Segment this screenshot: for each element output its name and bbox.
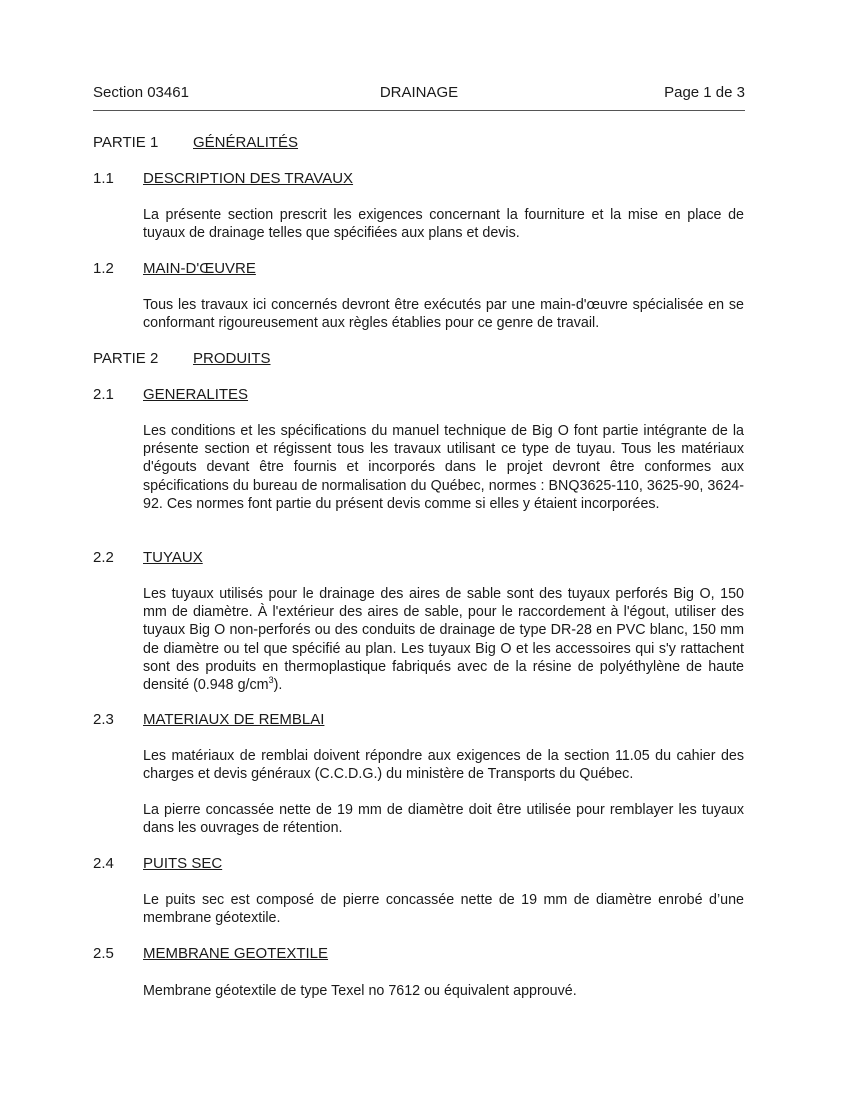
- article-2-2-title: TUYAUX: [143, 549, 203, 566]
- article-2-2-tail: ).: [273, 677, 283, 694]
- part-1-number: PARTIE 1: [93, 134, 159, 151]
- page-number: Page 1 de 3: [664, 84, 745, 101]
- article-1-1-title: DESCRIPTION DES TRAVAUX: [143, 170, 354, 187]
- article-2-4-title: PUITS SEC: [143, 855, 223, 872]
- article-1-2-text: Tous les travaux ici concernés devront être exécutés par une main-d'œuvre spécialisée en se conformant rigoureusement aux règles établies pour ce genre de travail.: [143, 297, 744, 332]
- part-2-number: PARTIE 2: [93, 350, 159, 367]
- article-1-2-number: 1.2: [93, 260, 114, 277]
- article-2-1-title: GENERALITES: [143, 386, 249, 403]
- article-2-4-number: 2.4: [93, 855, 114, 872]
- page-header: [93, 84, 745, 111]
- section-title: DRAINAGE: [379, 84, 459, 101]
- article-2-5-number: 2.5: [93, 945, 114, 962]
- article-2-3-title: MATERIAUX DE REMBLAI: [143, 711, 325, 728]
- article-2-1-number: 2.1: [93, 386, 114, 403]
- article-2-4-text: Le puits sec est composé de pierre concassée nette de 19 mm de diamètre enrobé d’une membrane géotextile.: [143, 892, 744, 927]
- article-1-1-number: 1.1: [93, 170, 114, 187]
- section-number: Section 03461: [93, 84, 189, 101]
- part-2-heading: [93, 350, 271, 367]
- cubic-superscript: 3: [268, 675, 274, 686]
- article-2-3-text-2: La pierre concassée nette de 19 mm de diamètre doit être utilisée pour remblayer les tuyaux dans les ouvrages de rétention.: [143, 802, 744, 837]
- article-2-2-number: 2.2: [93, 549, 114, 566]
- article-2-2-text: [143, 585, 744, 694]
- part-1-heading: [93, 134, 298, 151]
- article-2-5-text: Membrane géotextile de type Texel no 7612 ou équivalent approuvé.: [143, 983, 577, 999]
- part-1-title: GÉNÉRALITÉS: [193, 134, 299, 151]
- article-2-3-text-1: Les matériaux de remblai doivent répondre aux exigences de la section 11.05 du cahier des charges et devis généraux (C.C.D.G.) du ministère de Transports du Québec.: [143, 748, 744, 783]
- article-2-3-number: 2.3: [93, 711, 114, 728]
- article-1-1-text: La présente section prescrit les exigences concernant la fourniture et la mise en place de tuyaux de drainage telles que spécifiées aux plans et devis.: [143, 207, 744, 242]
- article-2-1-text: Les conditions et les spécifications du manuel technique de Big O font partie intégrante de la présente section et régissent tous les travaux utilisant ce type de tuyau. Tous les matériaux d'égouts devant être fournis et incorporés dans le projet devront être conformes aux spécifications du bureau de normalisation du Québec, normes : BNQ3625-110, 3625-90, 3624-92. Ces normes font partie du présent devis comme si elles y étaient incorporées.: [143, 423, 744, 512]
- part-2-title: PRODUITS: [193, 350, 271, 367]
- article-2-5-title: MEMBRANE GEOTEXTILE: [143, 945, 329, 962]
- article-2-2-body: Les tuyaux utilisés pour le drainage des aires de sable sont des tuyaux perforés Big O, 150 mm de diamètre. À l'extérieur des aires de sable, pour le raccordement à l'égout, utiliser des tuyaux Big O non-perforés ou des conduits de drainage de type DR-28 en PVC blanc, 150 mm de diamètre ou tel que spécifié au plan. Les tuyaux Big O et les accessoires qui s'y rattachent sont des produits en thermoplastique fabriqués avec de la résine de polyéthylène de haute densité (0.948 g/cm: [143, 586, 744, 694]
- article-1-2-title: MAIN-D'ŒUVRE: [143, 260, 256, 277]
